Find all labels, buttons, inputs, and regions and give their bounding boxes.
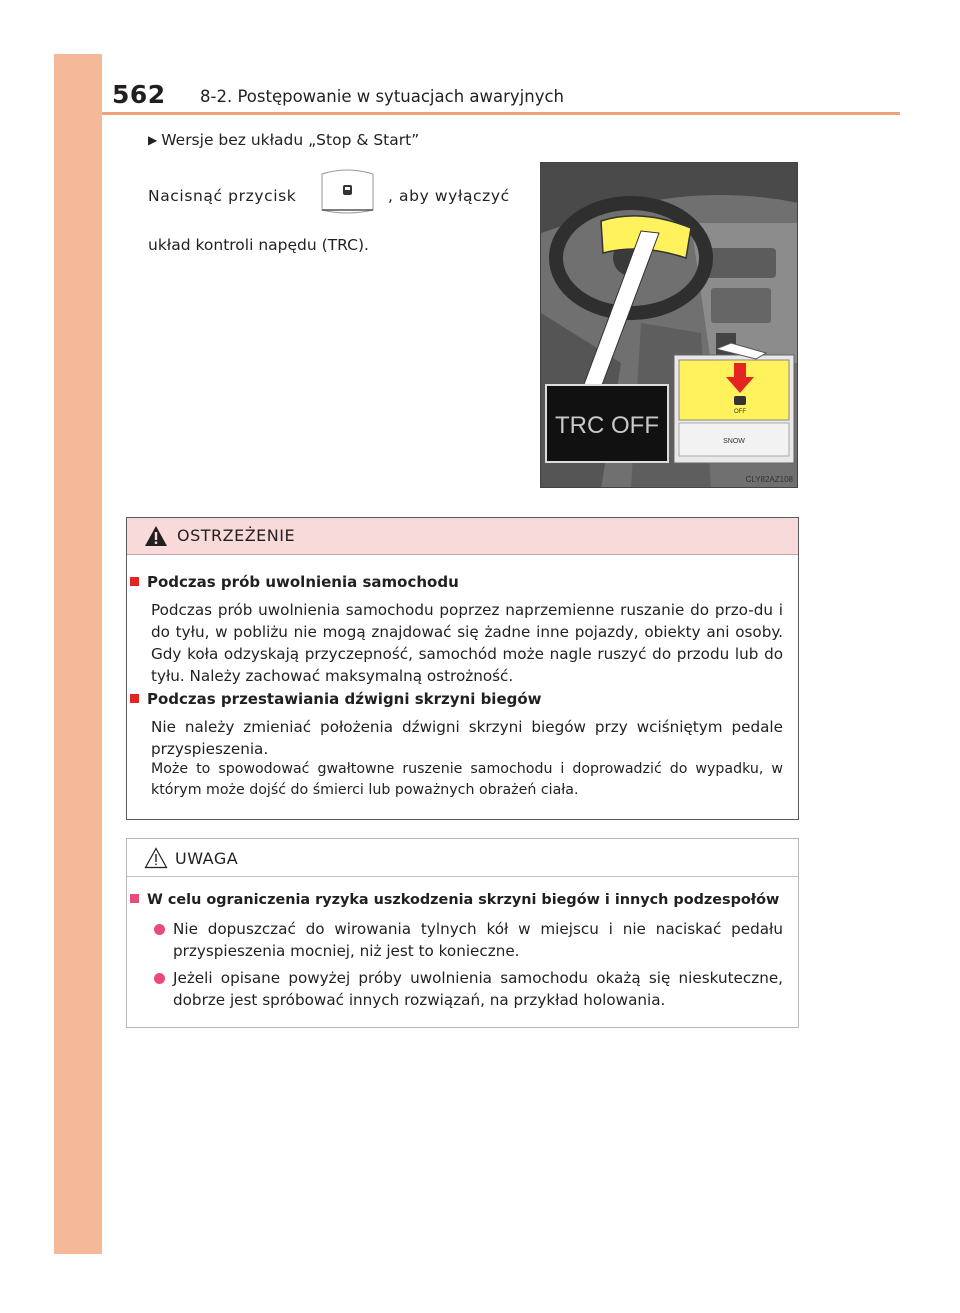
version-label [148, 131, 419, 149]
square-bullet-icon [130, 694, 139, 703]
version-label-text: Wersje bez układu „Stop & Start” [161, 131, 420, 149]
square-bullet-icon [130, 894, 139, 903]
warning-item-heading: Podczas przestawiania dźwigni skrzyni biegów [130, 690, 542, 708]
warning-triangle-icon [144, 525, 168, 547]
illustration-code: CLY82AZ108 [745, 475, 793, 484]
switch-off-label: OFF [734, 409, 746, 415]
snow-switch-label: SNOW [723, 438, 745, 445]
page-number: 562 [112, 80, 166, 109]
caution-heading: W celu ograniczenia ryzyka uszkodzenia skrzyni biegów i innych podzespołów [130, 892, 779, 908]
chapter-sidebar-tab [54, 54, 102, 1254]
warning-title: OSTRZEŻENIE [177, 526, 296, 545]
instruction-start: Nacisnąć przycisk [148, 187, 297, 205]
round-bullet-icon [154, 924, 165, 935]
header-divider [102, 112, 900, 115]
dashboard-illustration [540, 162, 798, 488]
square-bullet-icon [130, 577, 139, 586]
warning-header [127, 518, 798, 555]
round-bullet-icon [154, 973, 165, 984]
section-title: 8-2. Postępowanie w sytuacjach awaryjnych [200, 87, 565, 106]
caution-bullet-text: Nie dopuszczać do wirowania tylnych kół w miejscu i nie naciskać pedału przyspieszenia mocniej, niż jest to konieczne. [173, 920, 783, 960]
caution-divider [127, 876, 798, 877]
caution-header [127, 839, 798, 875]
caution-title: UWAGA [175, 849, 239, 868]
warning-item-text: Nie należy zmieniać położenia dźwigni skrzyni biegów przy wciśniętym pedale przyspieszenia. [151, 718, 783, 758]
caution-triangle-icon [144, 847, 168, 869]
instruction-line2: układ kontroli napędu (TRC). [148, 236, 369, 254]
warning-item-text: Podczas prób uwolnienia samochodu poprzez naprzemienne ruszanie do przo-du i do tyłu, w pobliżu nie mogą znajdować się żadne inne pojazdy, obiekty ani osoby. Gdy koła odzyskają przyczepność, samochód może nagle ruszyć do przodu lub do tyłu. Należy zachować maksymalną ostrożność. [151, 601, 783, 685]
warning-item-text-extra: Może to spowodować gwałtowne ruszenie samochodu i doprowadzić do wypadku, w którym może dojść do śmierci lub poważnych obrażeń ciała. [151, 761, 783, 798]
instruction-end: , aby wyłączyć [388, 187, 510, 205]
triangle-arrow-icon: ▶ [148, 133, 158, 147]
trc-off-button-icon [319, 166, 376, 217]
warning-item-heading: Podczas prób uwolnienia samochodu [130, 573, 459, 591]
caution-bullet-text: Jeżeli opisane powyżej próby uwolnienia samochodu okażą się nieskuteczne, dobrze jest spróbować innych rozwiązań, na przykład holowania. [173, 969, 783, 1009]
trc-off-display-text: TRC OFF [555, 412, 659, 439]
